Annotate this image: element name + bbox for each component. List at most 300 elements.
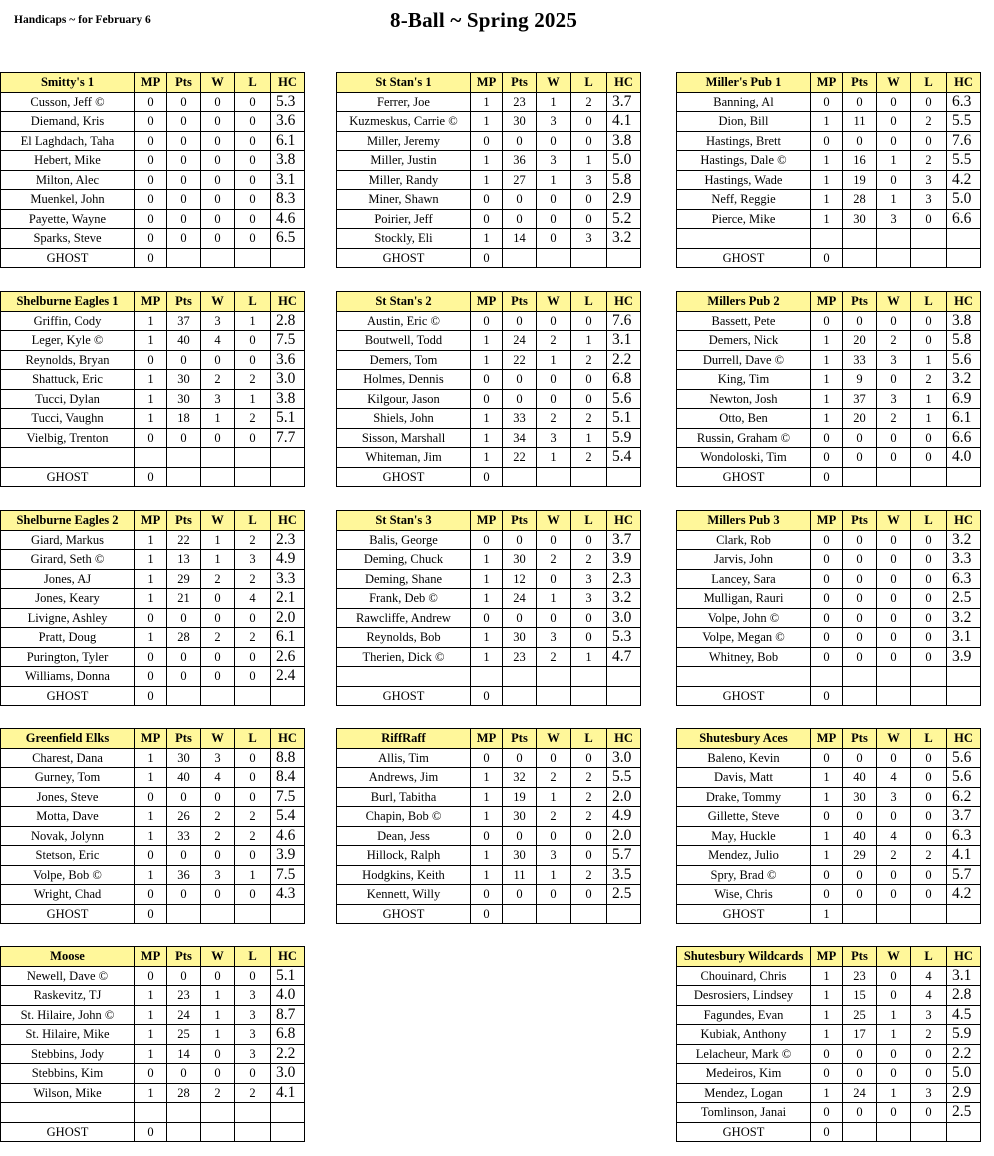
pts-cell: 20 <box>843 409 877 429</box>
pts-cell: 0 <box>843 807 877 827</box>
hc-cell: 3.2 <box>947 530 981 550</box>
w-cell: 1 <box>877 1025 911 1045</box>
l-cell <box>911 1122 947 1142</box>
column-header-l: L <box>911 947 947 967</box>
pts-cell: 0 <box>503 131 537 151</box>
hc-cell: 2.1 <box>271 589 305 609</box>
player-row <box>1 370 305 390</box>
player-name: Burl, Tabitha <box>337 787 471 807</box>
player-name: Rawcliffe, Andrew <box>337 608 471 628</box>
l-cell: 0 <box>571 530 607 550</box>
pts-cell: 0 <box>503 826 537 846</box>
player-name: Volpe, Bob © <box>1 865 135 885</box>
mp-cell: 0 <box>471 748 503 768</box>
player-row <box>337 550 641 570</box>
ghost-row <box>677 467 981 487</box>
w-cell: 0 <box>201 151 235 171</box>
l-cell: 3 <box>235 986 271 1006</box>
team-table <box>676 728 981 924</box>
player-name: Otto, Ben <box>677 409 811 429</box>
l-cell: 0 <box>235 428 271 448</box>
pts-cell: 26 <box>167 807 201 827</box>
player-row <box>1 530 305 550</box>
l-cell: 2 <box>235 530 271 550</box>
player-name: Girard, Seth © <box>1 550 135 570</box>
hc-cell: 4.0 <box>271 986 305 1006</box>
player-row <box>677 92 981 112</box>
hc-cell: 2.5 <box>947 1103 981 1123</box>
mp-cell: 0 <box>135 647 167 667</box>
player-name: Chapin, Bob © <box>337 807 471 827</box>
w-cell: 2 <box>201 569 235 589</box>
hc-cell: 4.6 <box>271 209 305 229</box>
mp-cell: 1 <box>471 768 503 788</box>
mp-cell: 1 <box>471 331 503 351</box>
pts-cell <box>503 248 537 268</box>
hc-cell: 2.3 <box>271 530 305 550</box>
hc-cell: 3.6 <box>271 350 305 370</box>
hc-cell: 6.5 <box>271 229 305 249</box>
pts-cell: 37 <box>843 389 877 409</box>
player-name: Stebbins, Jody <box>1 1044 135 1064</box>
hc-cell: 8.4 <box>271 768 305 788</box>
w-cell: 0 <box>877 986 911 1006</box>
player-name: Sparks, Steve <box>1 229 135 249</box>
mp-cell: 0 <box>811 1103 843 1123</box>
mp-cell: 1 <box>811 826 843 846</box>
hc-cell <box>271 1122 305 1142</box>
hc-cell: 7.5 <box>271 331 305 351</box>
pts-cell: 32 <box>503 768 537 788</box>
player-name: GHOST <box>337 904 471 924</box>
w-cell: 0 <box>201 170 235 190</box>
mp-cell: 1 <box>471 865 503 885</box>
player-name: Miller, Jeremy <box>337 131 471 151</box>
column-header-w: W <box>537 511 571 531</box>
w-cell <box>877 1122 911 1142</box>
player-row <box>677 550 981 570</box>
w-cell: 0 <box>201 647 235 667</box>
mp-cell: 0 <box>471 686 503 706</box>
hc-cell: 7.5 <box>271 787 305 807</box>
hc-cell <box>271 248 305 268</box>
player-name: GHOST <box>337 467 471 487</box>
player-row <box>337 311 641 331</box>
l-cell <box>911 229 947 249</box>
column-header-l: L <box>235 947 271 967</box>
team-name: St Stan's 3 <box>337 511 471 531</box>
l-cell: 2 <box>571 807 607 827</box>
pts-cell <box>503 667 537 687</box>
ghost-row <box>337 467 641 487</box>
player-name: Charest, Dana <box>1 748 135 768</box>
pts-cell: 0 <box>167 846 201 866</box>
hc-cell: 3.9 <box>271 846 305 866</box>
hc-cell: 4.1 <box>947 846 981 866</box>
w-cell <box>537 467 571 487</box>
pts-cell: 0 <box>167 966 201 986</box>
w-cell: 4 <box>877 826 911 846</box>
l-cell: 0 <box>571 608 607 628</box>
l-cell: 0 <box>235 846 271 866</box>
pts-cell: 0 <box>167 92 201 112</box>
l-cell: 0 <box>235 190 271 210</box>
mp-cell: 0 <box>811 589 843 609</box>
player-row <box>1 229 305 249</box>
w-cell <box>537 686 571 706</box>
l-cell <box>571 667 607 687</box>
w-cell: 1 <box>537 787 571 807</box>
team-header-row <box>677 292 981 312</box>
hc-cell <box>607 248 641 268</box>
player-name: Stetson, Eric <box>1 846 135 866</box>
pts-cell: 0 <box>167 209 201 229</box>
player-row <box>1 1083 305 1103</box>
column-header-w: W <box>877 729 911 749</box>
l-cell: 0 <box>235 131 271 151</box>
l-cell: 0 <box>911 826 947 846</box>
column-header-w: W <box>201 511 235 531</box>
mp-cell: 1 <box>811 966 843 986</box>
hc-cell: 2.2 <box>607 350 641 370</box>
player-row <box>337 170 641 190</box>
hc-cell: 6.6 <box>947 209 981 229</box>
column-header-w: W <box>537 729 571 749</box>
player-name: GHOST <box>337 248 471 268</box>
player-row <box>337 768 641 788</box>
column-header-w: W <box>877 947 911 967</box>
hc-cell: 5.3 <box>271 92 305 112</box>
hc-cell: 2.0 <box>607 787 641 807</box>
player-name: Davis, Matt <box>677 768 811 788</box>
l-cell: 0 <box>911 787 947 807</box>
player-row <box>677 748 981 768</box>
hc-cell: 5.0 <box>947 190 981 210</box>
ghost-row <box>677 248 981 268</box>
pts-cell: 0 <box>843 1044 877 1064</box>
column-header-mp: MP <box>135 947 167 967</box>
player-name: Dean, Jess <box>337 826 471 846</box>
hc-cell: 3.1 <box>271 170 305 190</box>
pts-cell: 40 <box>167 331 201 351</box>
mp-cell: 0 <box>811 467 843 487</box>
player-name: Williams, Donna <box>1 667 135 687</box>
pts-cell: 22 <box>503 448 537 468</box>
player-name <box>1 448 135 468</box>
mp-cell: 1 <box>471 846 503 866</box>
team-name: Shelburne Eagles 2 <box>1 511 135 531</box>
player-row <box>677 986 981 1006</box>
column-header-l: L <box>235 729 271 749</box>
pts-cell: 0 <box>843 628 877 648</box>
l-cell: 0 <box>911 865 947 885</box>
player-row <box>337 647 641 667</box>
player-name: Novak, Jolynn <box>1 826 135 846</box>
column-header-l: L <box>911 511 947 531</box>
hc-cell: 4.0 <box>947 448 981 468</box>
player-name: Kubiak, Anthony <box>677 1025 811 1045</box>
mp-cell: 1 <box>811 1005 843 1025</box>
player-row <box>337 569 641 589</box>
player-row <box>677 768 981 788</box>
pts-cell <box>843 904 877 924</box>
w-cell: 0 <box>877 885 911 905</box>
player-name: El Laghdach, Taha <box>1 131 135 151</box>
pts-cell: 0 <box>503 608 537 628</box>
pts-cell: 0 <box>503 748 537 768</box>
player-name: Wright, Chad <box>1 885 135 905</box>
pts-cell: 24 <box>503 331 537 351</box>
pts-cell: 25 <box>167 1025 201 1045</box>
l-cell: 2 <box>571 409 607 429</box>
pts-cell: 30 <box>167 748 201 768</box>
l-cell: 2 <box>571 350 607 370</box>
player-row <box>677 209 981 229</box>
player-name: GHOST <box>1 467 135 487</box>
pts-cell: 30 <box>503 550 537 570</box>
l-cell: 0 <box>911 807 947 827</box>
team-table <box>676 510 981 706</box>
hc-cell: 5.0 <box>607 151 641 171</box>
hc-cell <box>607 667 641 687</box>
player-name: Miner, Shawn <box>337 190 471 210</box>
pts-cell: 24 <box>167 1005 201 1025</box>
column-header-w: W <box>201 292 235 312</box>
l-cell: 0 <box>911 448 947 468</box>
column-header-hc: HC <box>947 511 981 531</box>
player-row <box>1 807 305 827</box>
mp-cell: 1 <box>811 904 843 924</box>
mp-cell: 1 <box>811 389 843 409</box>
player-name: Banning, Al <box>677 92 811 112</box>
w-cell <box>877 686 911 706</box>
hc-cell: 2.3 <box>607 569 641 589</box>
pts-cell: 23 <box>503 647 537 667</box>
l-cell <box>571 248 607 268</box>
ghost-row <box>1 686 305 706</box>
hc-cell <box>607 686 641 706</box>
player-row <box>337 389 641 409</box>
pts-cell: 0 <box>843 1103 877 1123</box>
mp-cell <box>811 667 843 687</box>
l-cell: 1 <box>571 151 607 171</box>
hc-cell: 6.8 <box>607 370 641 390</box>
mp-cell: 1 <box>811 787 843 807</box>
mp-cell: 1 <box>811 370 843 390</box>
ghost-row <box>1 467 305 487</box>
l-cell: 0 <box>235 209 271 229</box>
player-name: Pierce, Mike <box>677 209 811 229</box>
player-name: Stebbins, Kim <box>1 1064 135 1084</box>
w-cell: 3 <box>201 311 235 331</box>
l-cell: 3 <box>571 229 607 249</box>
player-row <box>677 1044 981 1064</box>
player-row <box>337 190 641 210</box>
player-name: Wise, Chris <box>677 885 811 905</box>
column-header-mp: MP <box>811 947 843 967</box>
player-name: Mendez, Logan <box>677 1083 811 1103</box>
hc-cell: 3.8 <box>947 311 981 331</box>
column-header-pts: Pts <box>167 292 201 312</box>
hc-cell: 3.8 <box>271 389 305 409</box>
team-header-row <box>1 947 305 967</box>
hc-cell: 3.9 <box>947 647 981 667</box>
column-header-pts: Pts <box>503 73 537 93</box>
mp-cell: 0 <box>811 865 843 885</box>
column-header-hc: HC <box>947 947 981 967</box>
mp-cell: 0 <box>135 608 167 628</box>
mp-cell: 0 <box>811 1044 843 1064</box>
w-cell <box>201 248 235 268</box>
player-name: Hastings, Wade <box>677 170 811 190</box>
pts-cell: 33 <box>843 350 877 370</box>
pts-cell: 14 <box>167 1044 201 1064</box>
pts-cell: 0 <box>167 885 201 905</box>
l-cell: 2 <box>235 826 271 846</box>
column-header-pts: Pts <box>843 947 877 967</box>
team-header-row <box>1 511 305 531</box>
pts-cell: 13 <box>167 550 201 570</box>
w-cell: 1 <box>877 1005 911 1025</box>
hc-cell: 2.9 <box>947 1083 981 1103</box>
l-cell: 2 <box>911 370 947 390</box>
pts-cell: 0 <box>167 131 201 151</box>
w-cell: 1 <box>201 986 235 1006</box>
w-cell: 3 <box>877 209 911 229</box>
player-name: Muenkel, John <box>1 190 135 210</box>
l-cell: 2 <box>571 92 607 112</box>
mp-cell: 0 <box>471 370 503 390</box>
l-cell: 0 <box>911 628 947 648</box>
pts-cell: 24 <box>503 589 537 609</box>
player-name: Clark, Rob <box>677 530 811 550</box>
hc-cell: 3.7 <box>607 92 641 112</box>
player-row <box>337 428 641 448</box>
mp-cell: 0 <box>135 131 167 151</box>
pts-cell: 0 <box>843 748 877 768</box>
team-header-row <box>1 73 305 93</box>
l-cell <box>235 904 271 924</box>
mp-cell: 0 <box>811 748 843 768</box>
hc-cell: 3.2 <box>947 370 981 390</box>
l-cell: 0 <box>235 667 271 687</box>
pts-cell: 0 <box>503 209 537 229</box>
player-name: Hodgkins, Keith <box>337 865 471 885</box>
w-cell: 0 <box>877 448 911 468</box>
mp-cell: 0 <box>135 428 167 448</box>
hc-cell: 4.9 <box>271 550 305 570</box>
pts-cell: 28 <box>167 628 201 648</box>
l-cell: 2 <box>911 846 947 866</box>
mp-cell: 0 <box>471 904 503 924</box>
w-cell: 0 <box>537 530 571 550</box>
w-cell: 0 <box>877 112 911 132</box>
player-row <box>337 628 641 648</box>
pts-cell: 14 <box>503 229 537 249</box>
hc-cell <box>947 904 981 924</box>
player-row <box>677 1103 981 1123</box>
hc-cell: 6.2 <box>947 787 981 807</box>
player-name: Stockly, Eli <box>337 229 471 249</box>
mp-cell: 0 <box>811 92 843 112</box>
pts-cell: 0 <box>843 569 877 589</box>
l-cell: 0 <box>571 311 607 331</box>
w-cell: 3 <box>201 389 235 409</box>
player-name: Kuzmeskus, Carrie © <box>337 112 471 132</box>
mp-cell: 1 <box>471 647 503 667</box>
hc-cell: 2.8 <box>947 986 981 1006</box>
pts-cell <box>843 686 877 706</box>
pts-cell: 29 <box>167 569 201 589</box>
pts-cell <box>167 1103 201 1123</box>
hc-cell: 5.9 <box>947 1025 981 1045</box>
w-cell: 2 <box>537 409 571 429</box>
player-row <box>337 209 641 229</box>
mp-cell: 1 <box>135 530 167 550</box>
l-cell <box>235 1103 271 1123</box>
w-cell: 0 <box>201 131 235 151</box>
l-cell: 0 <box>911 550 947 570</box>
column-header-hc: HC <box>271 292 305 312</box>
w-cell: 3 <box>877 350 911 370</box>
player-name: Jarvis, John <box>677 550 811 570</box>
hc-cell: 2.0 <box>607 826 641 846</box>
l-cell: 3 <box>911 1083 947 1103</box>
l-cell: 3 <box>235 1005 271 1025</box>
player-row <box>1 92 305 112</box>
w-cell: 2 <box>537 647 571 667</box>
l-cell: 1 <box>235 865 271 885</box>
l-cell: 2 <box>235 807 271 827</box>
hc-cell: 2.9 <box>607 190 641 210</box>
hc-cell: 5.2 <box>607 209 641 229</box>
l-cell: 0 <box>235 748 271 768</box>
hc-cell: 3.0 <box>607 608 641 628</box>
mp-cell: 1 <box>471 628 503 648</box>
l-cell: 1 <box>911 350 947 370</box>
player-name: Shattuck, Eric <box>1 370 135 390</box>
pts-cell: 9 <box>843 370 877 390</box>
w-cell: 0 <box>877 748 911 768</box>
pts-cell: 0 <box>167 190 201 210</box>
w-cell: 3 <box>537 151 571 171</box>
player-row <box>677 350 981 370</box>
player-row <box>1 748 305 768</box>
mp-cell: 0 <box>135 248 167 268</box>
player-row <box>677 170 981 190</box>
mp-cell: 1 <box>135 569 167 589</box>
pts-cell: 36 <box>167 865 201 885</box>
player-row <box>1 966 305 986</box>
w-cell: 0 <box>877 370 911 390</box>
hc-cell <box>947 467 981 487</box>
mp-cell: 1 <box>135 1025 167 1045</box>
w-cell <box>537 667 571 687</box>
team-table <box>676 72 981 268</box>
mp-cell: 0 <box>135 787 167 807</box>
l-cell: 2 <box>235 569 271 589</box>
hc-cell <box>947 248 981 268</box>
mp-cell <box>135 448 167 468</box>
hc-cell: 3.2 <box>607 229 641 249</box>
player-row <box>677 389 981 409</box>
mp-cell: 1 <box>471 550 503 570</box>
pts-cell: 0 <box>167 608 201 628</box>
ghost-row <box>1 904 305 924</box>
l-cell: 1 <box>571 428 607 448</box>
team-name: St Stan's 2 <box>337 292 471 312</box>
mp-cell: 0 <box>811 428 843 448</box>
